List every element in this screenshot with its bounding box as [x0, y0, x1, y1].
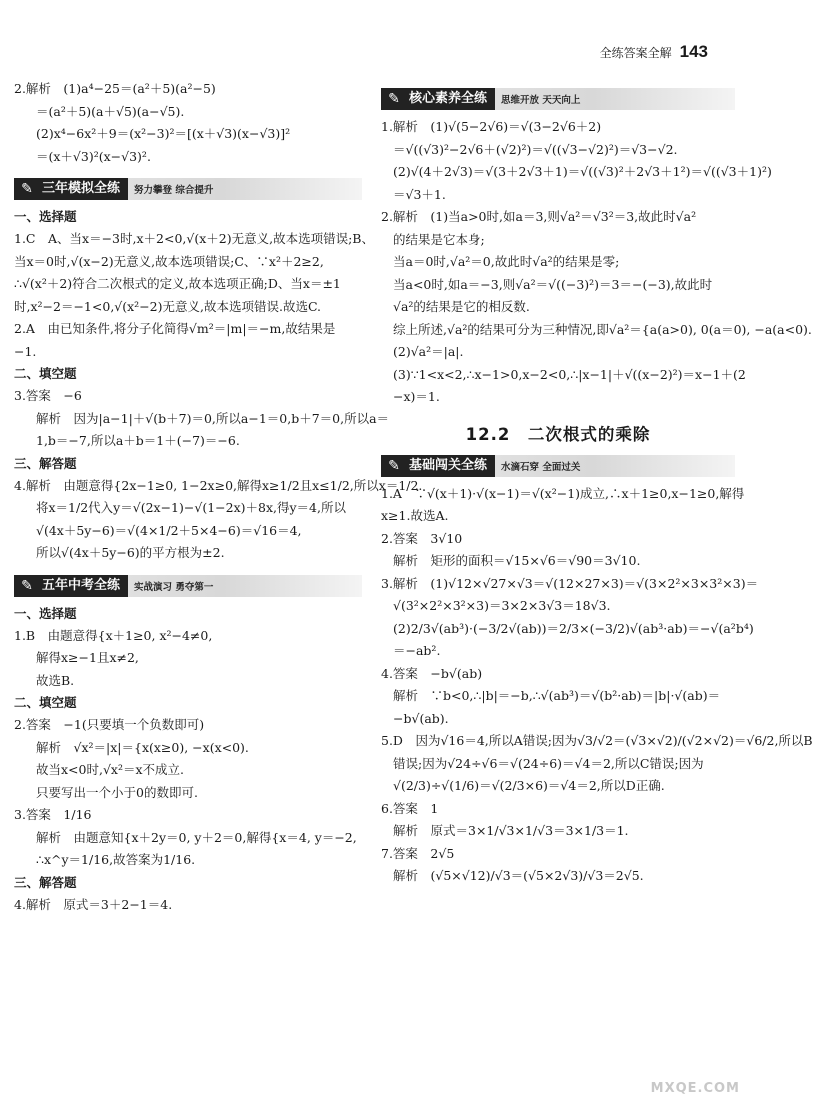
- answer-line: ∴x^y＝1/16,故答案为1/16.: [36, 852, 196, 867]
- answer-line: 当a<0时,如a＝−3,则√a²＝√((−3)²)＝3＝−(−3),故此时: [393, 276, 713, 292]
- answer-line: 2.答案 −1(只要填一个负数即可): [14, 717, 205, 732]
- pen-icon: ✎: [381, 88, 407, 110]
- answer-line: 故当x<0时,√x²＝x不成立.: [36, 762, 184, 777]
- answer-line: 时,x²−2＝−1<0,√(x²−2)无意义,故本选项错误.故选C.: [14, 298, 322, 314]
- answer-line: √(2/3)÷√(1/6)＝√(2/3×6)＝√4＝2,所以D正确.: [393, 778, 665, 793]
- answer-line: 解析 (√5×√12)/√3＝(√5×2√3)/√3＝2√5.: [393, 868, 644, 883]
- section-title: 三年模拟全练: [40, 178, 128, 200]
- watermark: MXQE.COM: [650, 1081, 740, 1096]
- answer-line: 1.A ∵√(x＋1)·√(x−1)＝√(x²−1)成立,∴x＋1≥0,x−1≥0,解得: [381, 485, 745, 501]
- answer-line: 将x＝1/2代入y＝√(2x−1)−√(1−2x)＋8x,得y＝4,所以: [36, 500, 346, 515]
- answer-line: ＝√3＋1.: [393, 186, 446, 202]
- answer-line: 错误;因为√24÷√6＝√(24÷6)＝√4＝2,所以C错误;因为: [393, 755, 704, 771]
- answer-line: 综上所述,√a²的结果可分为三种情况,即√a²＝{a(a>0), 0(a＝0), −a(a<0).: [393, 321, 812, 337]
- answer-line: 3.答案 −6: [14, 388, 82, 403]
- answer-line: −1.: [14, 343, 37, 359]
- answer-line: 4.答案 −b√(ab): [381, 665, 483, 681]
- question-type-heading: 一、选择题: [14, 209, 77, 224]
- answer-line: ＝(a²＋5)(a＋√5)(a−√5).: [36, 103, 185, 119]
- answer-line: 6.答案 1: [381, 800, 439, 816]
- question-type-heading: 一、选择题: [14, 605, 77, 621]
- answer-line: 3.答案 1/16: [14, 807, 92, 822]
- answer-line: 1,b＝−7,所以a＋b＝1＋(−7)＝−6.: [36, 433, 240, 448]
- chapter-title: 12.2 二次根式的乘除: [465, 424, 651, 444]
- section-banner: [381, 88, 735, 110]
- answer-line: 解得x≥−1且x≠2,: [36, 650, 139, 665]
- answer-line: 2.解析 (1)a⁴−25＝(a²＋5)(a²−5): [14, 81, 216, 96]
- pen-icon: ✎: [14, 575, 40, 597]
- section-subtitle: 思维开放 天天向上: [501, 95, 581, 106]
- answer-line: 1.解析 (1)√(5−2√6)＝√(3−2√6＋2): [381, 119, 602, 134]
- question-type-heading: 二、填空题: [14, 366, 77, 381]
- answer-line: 解析 √x²＝|x|＝{x(x≥0), −x(x<0).: [36, 739, 249, 755]
- pen-icon: ✎: [14, 178, 40, 200]
- answer-line: (2)x⁴−6x²＋9＝(x²−3)²＝[(x＋√3)(x−√3)]²: [36, 126, 291, 141]
- pen-icon: ✎: [381, 455, 407, 477]
- section-title: 五年中考全练: [40, 575, 128, 597]
- answer-line: 解析 ∵b<0,∴|b|＝−b,∴√(ab³)＝√(b²·ab)＝|b|·√(ab)＝: [393, 688, 721, 703]
- answer-line: 所以√(4x＋5y−6)的平方根为±2.: [36, 545, 225, 560]
- page-number: 143: [679, 42, 708, 61]
- answer-line: 当x＝0时,√(x−2)无意义,故本选项错误;C、∵x²＋2≥2,: [14, 253, 324, 269]
- answer-line: √(4x＋5y−6)＝√(4×1/2＋5×4−6)＝√16＝4,: [36, 522, 302, 538]
- answer-line: 5.D 因为√16＝4,所以A错误;因为√3/√2＝(√3×√2)/(√2×√2)＝√6/2,所以B: [381, 733, 813, 748]
- answer-line: 解析 矩形的面积＝√15×√6＝√90＝3√10.: [393, 553, 641, 568]
- answer-line: √a²的结果是它的相反数.: [393, 299, 530, 314]
- answer-line: (3)∵1<x<2,∴x−1>0,x−2<0,∴|x−1|＋√((x−2)²)＝x−1＋(2: [393, 366, 746, 382]
- answer-line: 2.解析 (1)当a>0时,如a＝3,则√a²＝√3²＝3,故此时√a²: [381, 209, 697, 224]
- answer-line: 解析 因为|a−1|＋√(b＋7)＝0,所以a−1＝0,b＋7＝0,所以a＝: [36, 410, 390, 426]
- section-banner: [381, 455, 735, 477]
- section-title: 核心素养全练: [407, 88, 495, 110]
- section-subtitle: 实战演习 勇夺第一: [134, 581, 214, 593]
- answer-line: ＝√((√3)²−2√6＋(√2)²)＝√((√3−√2)²)＝√3−√2.: [393, 141, 678, 157]
- answer-line: ＝−ab².: [393, 643, 441, 658]
- answer-line: ＝(x＋√3)²(x−√3)².: [36, 148, 151, 164]
- section-title: 基础闯关全练: [407, 455, 495, 477]
- answer-line: 2.A 由已知条件,将分子化简得√m²＝|m|＝−m,故结果是: [14, 321, 336, 336]
- answer-line: 7.答案 2√5: [381, 845, 455, 861]
- answer-line: 只要写出一个小于0的数即可.: [36, 784, 198, 800]
- answer-line: 4.解析 原式＝3＋2−1＝4.: [14, 896, 173, 912]
- answer-line: (2)√(4＋2√3)＝√(3＋2√3＋1)＝√((√3)²＋2√3＋1²)＝√((√3＋1)²): [393, 164, 772, 179]
- question-type-heading: 二、填空题: [14, 695, 77, 710]
- answer-line: 4.解析 由题意得{2x−1≥0, 1−2x≥0,解得x≥1/2且x≤1/2,所以x＝1/2.: [14, 477, 423, 493]
- answer-line: 解析 由题意知{x＋2y＝0, y＋2＝0,解得{x＝4, y＝−2,: [36, 829, 357, 845]
- question-type-heading: 三、解答题: [14, 874, 77, 890]
- answer-line: x≥1.故选A.: [381, 508, 449, 523]
- answer-line: 1.B 由题意得{x＋1≥0, x²−4≠0,: [14, 627, 213, 643]
- answer-line: −x)＝1.: [393, 389, 440, 404]
- answer-line: 当a＝0时,√a²＝0,故此时√a²的结果是零;: [393, 254, 620, 269]
- answer-line: −b√(ab).: [393, 710, 449, 726]
- section-subtitle: 努力攀登 综合提升: [134, 185, 214, 196]
- section-subtitle: 水滴石穿 全面过关: [501, 461, 581, 473]
- answer-line: 1.C A、当x＝−3时,x＋2<0,√(x＋2)无意义,故本选项错误;B、: [14, 231, 374, 246]
- answer-line: 解析 原式＝3×1/√3×1/√3＝3×1/3＝1.: [393, 823, 629, 838]
- right-column: [381, 78, 813, 888]
- answer-line: (2)2/3√(ab³)·(−3/2√(ab))＝2/3×(−3/2)√(ab³·ab)＝−√(a²b⁴): [393, 620, 754, 636]
- answer-line: (2)√a²＝|a|.: [393, 344, 464, 359]
- answer-line: 2.答案 3√10: [381, 530, 463, 546]
- answer-line: ∴√(x²＋2)符合二次根式的定义,故本选项正确;D、当x＝±1: [14, 276, 341, 291]
- page-header: [600, 42, 708, 62]
- section-banner: [14, 575, 362, 597]
- answer-line: 的结果是它本身;: [393, 231, 485, 247]
- answer-line: 故选B.: [36, 672, 75, 688]
- answer-line: √(3²×2²×3²×3)＝3×2×3√3＝18√3.: [393, 598, 611, 613]
- answer-line: 3.解析 (1)√12×√27×√3＝√(12×27×3)＝√(3×2²×3×3²×3)＝: [381, 575, 759, 591]
- header-title: 全练答案全解: [599, 46, 672, 60]
- question-type-heading: 三、解答题: [14, 455, 77, 471]
- section-banner: [14, 178, 362, 200]
